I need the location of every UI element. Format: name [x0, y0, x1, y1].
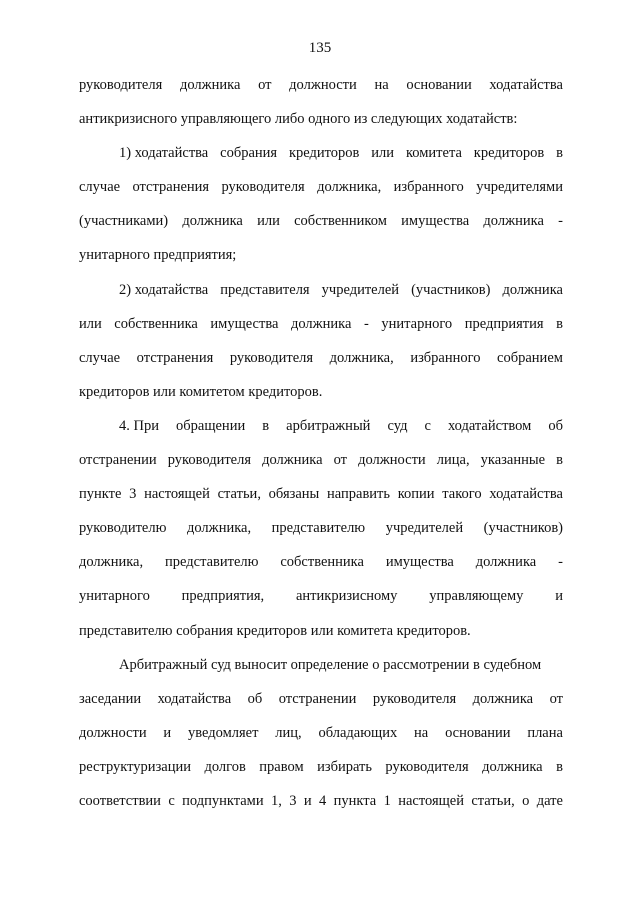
text-word: собранием [497, 349, 563, 366]
text-word: ходатайства [489, 486, 563, 503]
text-word: с [424, 417, 431, 434]
text-line [79, 68, 563, 102]
text-word: должника, [317, 179, 382, 196]
text-word: в [556, 315, 563, 332]
text-word: кредиторов или комитетом кредиторов. [79, 383, 323, 400]
text-line [79, 375, 563, 409]
text-word: статьи, [217, 486, 261, 503]
text-word: - [363, 315, 369, 332]
text-word: должника [482, 758, 543, 775]
text-word: в [262, 417, 270, 434]
text-word: должности [289, 77, 357, 93]
text-word: комитета [405, 145, 462, 162]
text-line [79, 341, 563, 375]
text-word: учредителей [385, 520, 464, 537]
text-word: имущества [401, 213, 470, 230]
text-line [79, 750, 563, 784]
text-word: руководителя [79, 77, 163, 93]
text-word: собрания [220, 145, 278, 162]
text-word: ходатайства [157, 690, 232, 707]
text-word: должника [502, 281, 563, 298]
text-word: о [522, 792, 530, 809]
text-word: указанные [480, 452, 546, 469]
text-line [79, 273, 563, 307]
text-word: унитарного [381, 315, 453, 332]
text-word: или [79, 315, 102, 332]
text-word: об [548, 417, 563, 434]
text-line [79, 238, 563, 272]
text-word: руководителя [229, 349, 314, 366]
text-word: пункте [79, 486, 122, 503]
text-word: 1 [383, 792, 391, 809]
text-word: руководителя [385, 758, 469, 775]
text-word: должника [483, 213, 544, 230]
text-word: должника [472, 690, 534, 707]
text-word: антикризисному [295, 588, 398, 605]
text-word: предприятия, [181, 588, 265, 605]
text-word: руководителю [79, 520, 167, 537]
text-word: и [303, 792, 312, 809]
text-word: антикризисного управляющего либо одного из следующих ходатайств: [79, 111, 518, 128]
text-word: 3 [289, 792, 297, 809]
text-word: должника, [329, 349, 394, 366]
text-word: отстранении [278, 690, 357, 707]
text-line [79, 682, 563, 716]
text-line [79, 409, 563, 443]
text-word: настоящей [144, 486, 210, 503]
text-word: лиц, [275, 724, 302, 741]
text-word: избранного [393, 179, 464, 196]
text-word: подпунктами [182, 792, 264, 809]
text-word: руководителя [167, 452, 252, 469]
text-word: собственником [294, 213, 387, 230]
text-word: 1) ходатайства [119, 145, 209, 162]
text-word: предприятия [464, 315, 544, 332]
text-word: суд [387, 417, 408, 434]
text-word: и [555, 588, 563, 605]
text-word: должности [79, 724, 147, 741]
text-word: дате [536, 792, 563, 809]
text-word: (участников) [411, 281, 491, 298]
text-word: и [163, 724, 172, 741]
text-word: Арбитражный суд выносит определение о рассмотрении в судебном [119, 656, 542, 673]
text-word: об [247, 690, 263, 707]
text-word: - [558, 554, 563, 571]
text-word: - [558, 213, 563, 230]
text-word: 4 [319, 792, 327, 809]
text-word: арбитражный [286, 417, 371, 434]
text-word: собственника [114, 315, 198, 332]
text-line [79, 477, 563, 511]
text-word: на [374, 77, 389, 93]
text-word: имущества [385, 554, 454, 571]
text-word: ходатайства [489, 77, 563, 93]
text-word: в [556, 758, 563, 775]
text-word: управляющему [429, 588, 524, 605]
text-line [79, 784, 563, 818]
text-word: 4. При [119, 417, 159, 434]
text-word: должника, [79, 554, 144, 571]
text-word: заседании [79, 690, 142, 707]
text-word: такого [442, 486, 482, 503]
text-line [79, 545, 563, 579]
text-line [79, 204, 563, 238]
text-word: случае [79, 179, 121, 196]
text-word: руководителя [372, 690, 457, 707]
text-line [79, 614, 563, 648]
text-word: (участниками) [79, 213, 169, 230]
text-word: реструктуризации [79, 758, 192, 775]
text-word: обязаны [268, 486, 320, 503]
text-word: должности [358, 452, 426, 469]
text-word: (участников) [483, 520, 563, 537]
text-word: от [258, 77, 272, 93]
body-text [79, 68, 563, 818]
text-word: плана [527, 724, 563, 741]
text-word: кредиторов [288, 145, 360, 162]
text-word: в [556, 145, 563, 162]
text-word: кредиторов [473, 145, 545, 162]
text-word: пункта [333, 792, 377, 809]
text-word: от [549, 690, 563, 707]
text-word: должника, [187, 520, 252, 537]
text-word: с [168, 792, 175, 809]
text-word: направить [327, 486, 391, 503]
text-word: статьи, [471, 792, 515, 809]
text-word: избранного [410, 349, 481, 366]
text-line [79, 648, 563, 682]
text-word: основании [406, 77, 472, 93]
text-word: настоящей [398, 792, 464, 809]
text-word: обладающих [318, 724, 398, 741]
text-word: долгов [204, 758, 246, 775]
text-word: лица, [436, 452, 470, 469]
text-word: отстранения [132, 179, 210, 196]
text-word: 2) ходатайства [119, 281, 209, 298]
text-word: должника [182, 213, 243, 230]
text-word: представителю [165, 554, 259, 571]
text-word: руководителя [221, 179, 305, 196]
text-word: 3 [129, 486, 137, 503]
text-word: обращении [176, 417, 246, 434]
text-word: должника [179, 77, 241, 93]
text-line [79, 443, 563, 477]
text-word: соответствии [79, 792, 161, 809]
text-line [79, 716, 563, 750]
text-line [79, 136, 563, 170]
text-word: должника [475, 554, 537, 571]
text-word: учредителями [476, 179, 563, 196]
text-word: на [414, 724, 429, 741]
text-line [79, 307, 563, 341]
text-word: или [257, 213, 280, 230]
text-word: представителю [271, 520, 366, 537]
text-line [79, 102, 563, 136]
text-word: унитарного [79, 588, 150, 605]
page-number: 135 [308, 40, 332, 56]
text-word: правом [259, 758, 304, 775]
text-word: представителю собрания кредиторов или комитета кредиторов. [79, 622, 471, 639]
text-line [79, 170, 563, 204]
text-word: от [333, 452, 348, 469]
text-word: учредителей [321, 281, 400, 298]
text-word: избирать [317, 758, 372, 775]
text-word: копии [397, 486, 435, 503]
text-line [79, 511, 563, 545]
text-word: собственника [280, 554, 364, 571]
text-word: основании [445, 724, 511, 741]
text-line [79, 579, 563, 613]
text-word: унитарного предприятия; [79, 247, 237, 264]
text-word: представителя [220, 281, 310, 298]
text-word: 1, [270, 792, 282, 809]
text-word: уведомляет [187, 724, 259, 741]
text-word: случае [79, 349, 121, 366]
text-word: должника [262, 452, 323, 469]
text-word: отстранения [136, 349, 214, 366]
text-word: имущества [210, 315, 279, 332]
text-word: должника [290, 315, 352, 332]
text-word: или [371, 145, 395, 162]
text-word: отстранении [79, 452, 157, 469]
text-word: в [556, 452, 563, 469]
text-word: ходатайством [447, 417, 532, 434]
